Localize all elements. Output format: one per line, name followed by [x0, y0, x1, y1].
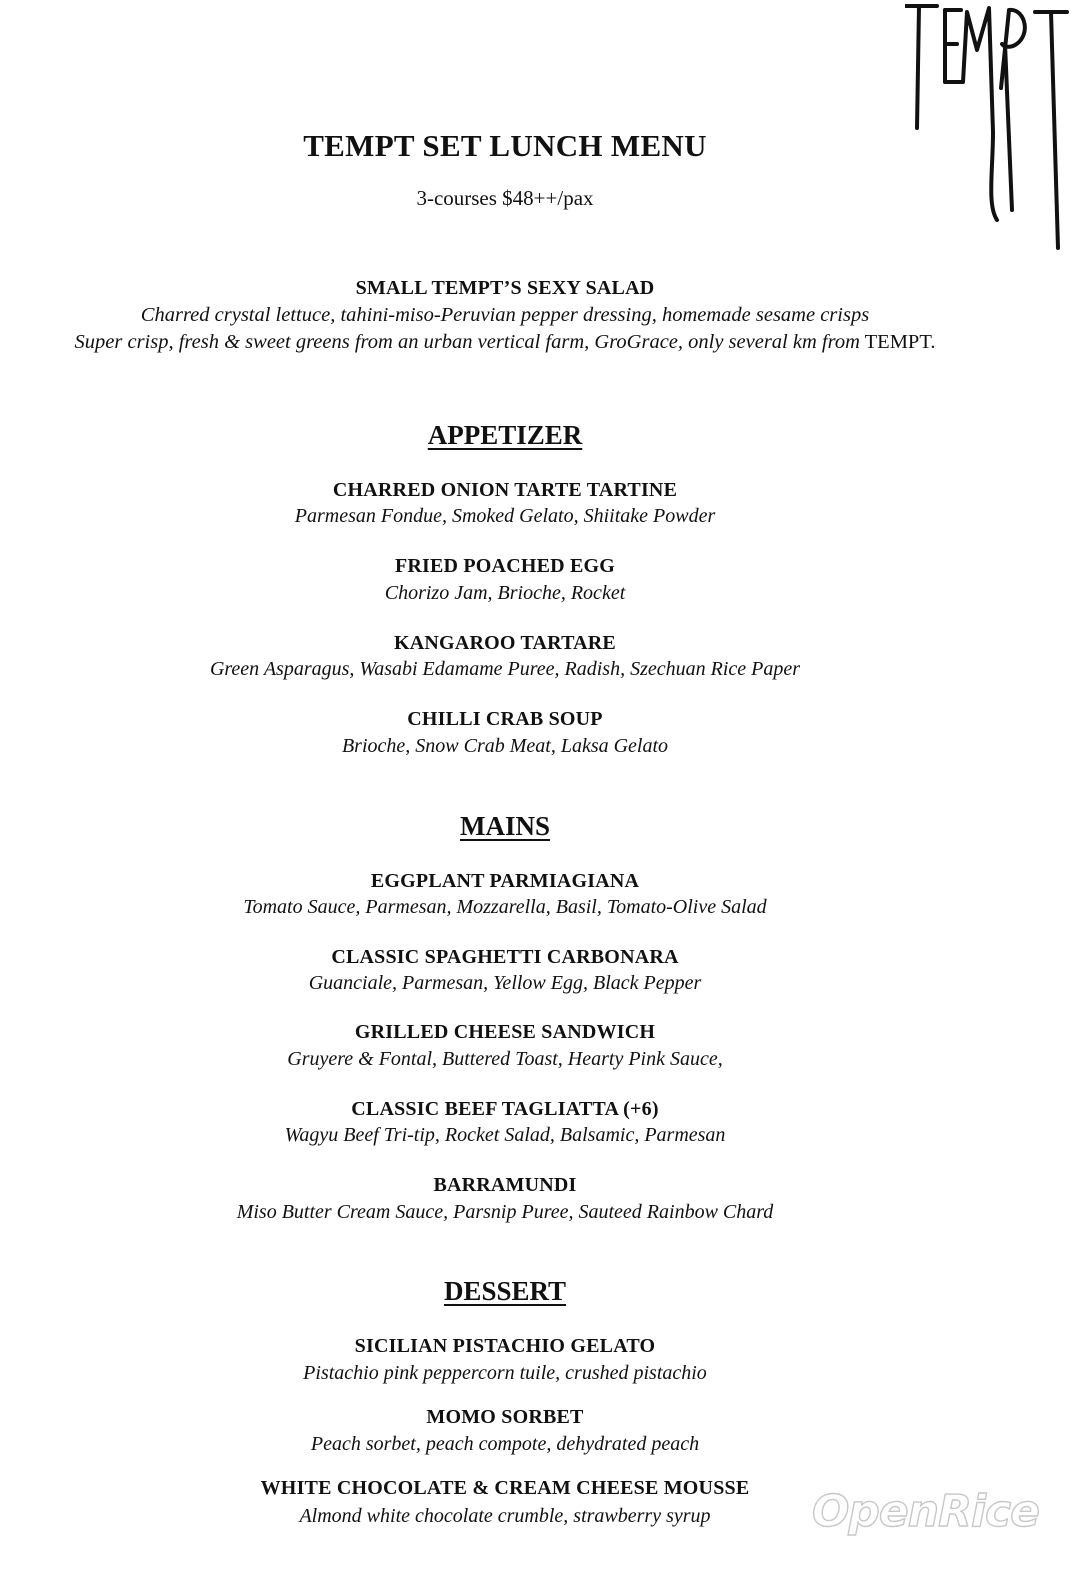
- dessert-item-desc: Pistachio pink peppercorn tuile, crushed pistachio: [303, 1362, 707, 1384]
- menu-price: 3-courses $48++/pax: [416, 186, 594, 210]
- salad-desc-line2: [0, 331, 1010, 354]
- mains-item-name: CLASSIC BEEF TAGLIATTA (+6): [351, 1098, 659, 1120]
- appetizer-item-desc: Parmesan Fondue, Smoked Gelato, Shiitake Powder: [294, 505, 716, 527]
- openrice-watermark: OpenRice: [812, 1486, 1039, 1537]
- salad-desc-line1: Charred crystal lettuce, tahini-miso-Peruvian pepper dressing, homemade sesame crisps: [140, 304, 870, 326]
- tempt-logo: [905, 0, 1075, 252]
- appetizer-heading: APPETIZER: [427, 420, 583, 450]
- dessert-item-name: MOMO SORBET: [426, 1406, 584, 1428]
- appetizer-item-name: CHILLI CRAB SOUP: [407, 708, 603, 730]
- mains-item-name: GRILLED CHEESE SANDWICH: [354, 1021, 656, 1043]
- mains-item-name: EGGPLANT PARMIAGIANA: [370, 870, 640, 892]
- appetizer-item-name: FRIED POACHED EGG: [394, 555, 616, 577]
- mains-heading: MAINS: [459, 811, 550, 841]
- salad-desc-line2-italic: Super crisp, fresh & sweet greens from an urban vertical farm, GroGrace, only several km from: [74, 331, 860, 353]
- appetizer-item-desc: Chorizo Jam, Brioche, Rocket: [384, 582, 626, 604]
- mains-item-name: BARRAMUNDI: [433, 1174, 577, 1196]
- appetizer-item-name: KANGAROO TARTARE: [394, 632, 616, 654]
- dessert-item-desc: Peach sorbet, peach compote, dehydrated peach: [310, 1433, 700, 1455]
- mains-item-desc: Wagyu Beef Tri-tip, Rocket Salad, Balsamic, Parmesan: [284, 1124, 726, 1146]
- mains-item-desc: Tomato Sauce, Parmesan, Mozzarella, Basil, Tomato-Olive Salad: [243, 896, 767, 918]
- salad-name: SMALL TEMPT’S SEXY SALAD: [355, 277, 655, 299]
- appetizer-item-name: CHARRED ONION TARTE TARTINE: [332, 479, 678, 501]
- mains-item-desc: Gruyere & Fontal, Buttered Toast, Hearty Pink Sauce,: [287, 1048, 723, 1070]
- dessert-heading: DESSERT: [443, 1276, 567, 1306]
- menu-title: TEMPT SET LUNCH MENU: [303, 128, 707, 163]
- appetizer-item-desc: Brioche, Snow Crab Meat, Laksa Gelato: [341, 735, 669, 757]
- mains-item-desc: Guanciale, Parmesan, Yellow Egg, Black Pepper: [308, 972, 702, 994]
- dessert-item-name: WHITE CHOCOLATE & CREAM CHEESE MOUSSE: [260, 1477, 750, 1499]
- mains-item-desc: Miso Butter Cream Sauce, Parsnip Puree, Sauteed Rainbow Chard: [236, 1201, 774, 1223]
- dessert-item-name: SICILIAN PISTACHIO GELATO: [354, 1335, 656, 1357]
- appetizer-item-desc: Green Asparagus, Wasabi Edamame Puree, Radish, Szechuan Rice Paper: [209, 658, 801, 680]
- dessert-item-desc: Almond white chocolate crumble, strawberry syrup: [299, 1505, 711, 1527]
- mains-item-name: CLASSIC SPAGHETTI CARBONARA: [331, 946, 679, 968]
- salad-desc-line2-tail: TEMPT.: [859, 331, 936, 353]
